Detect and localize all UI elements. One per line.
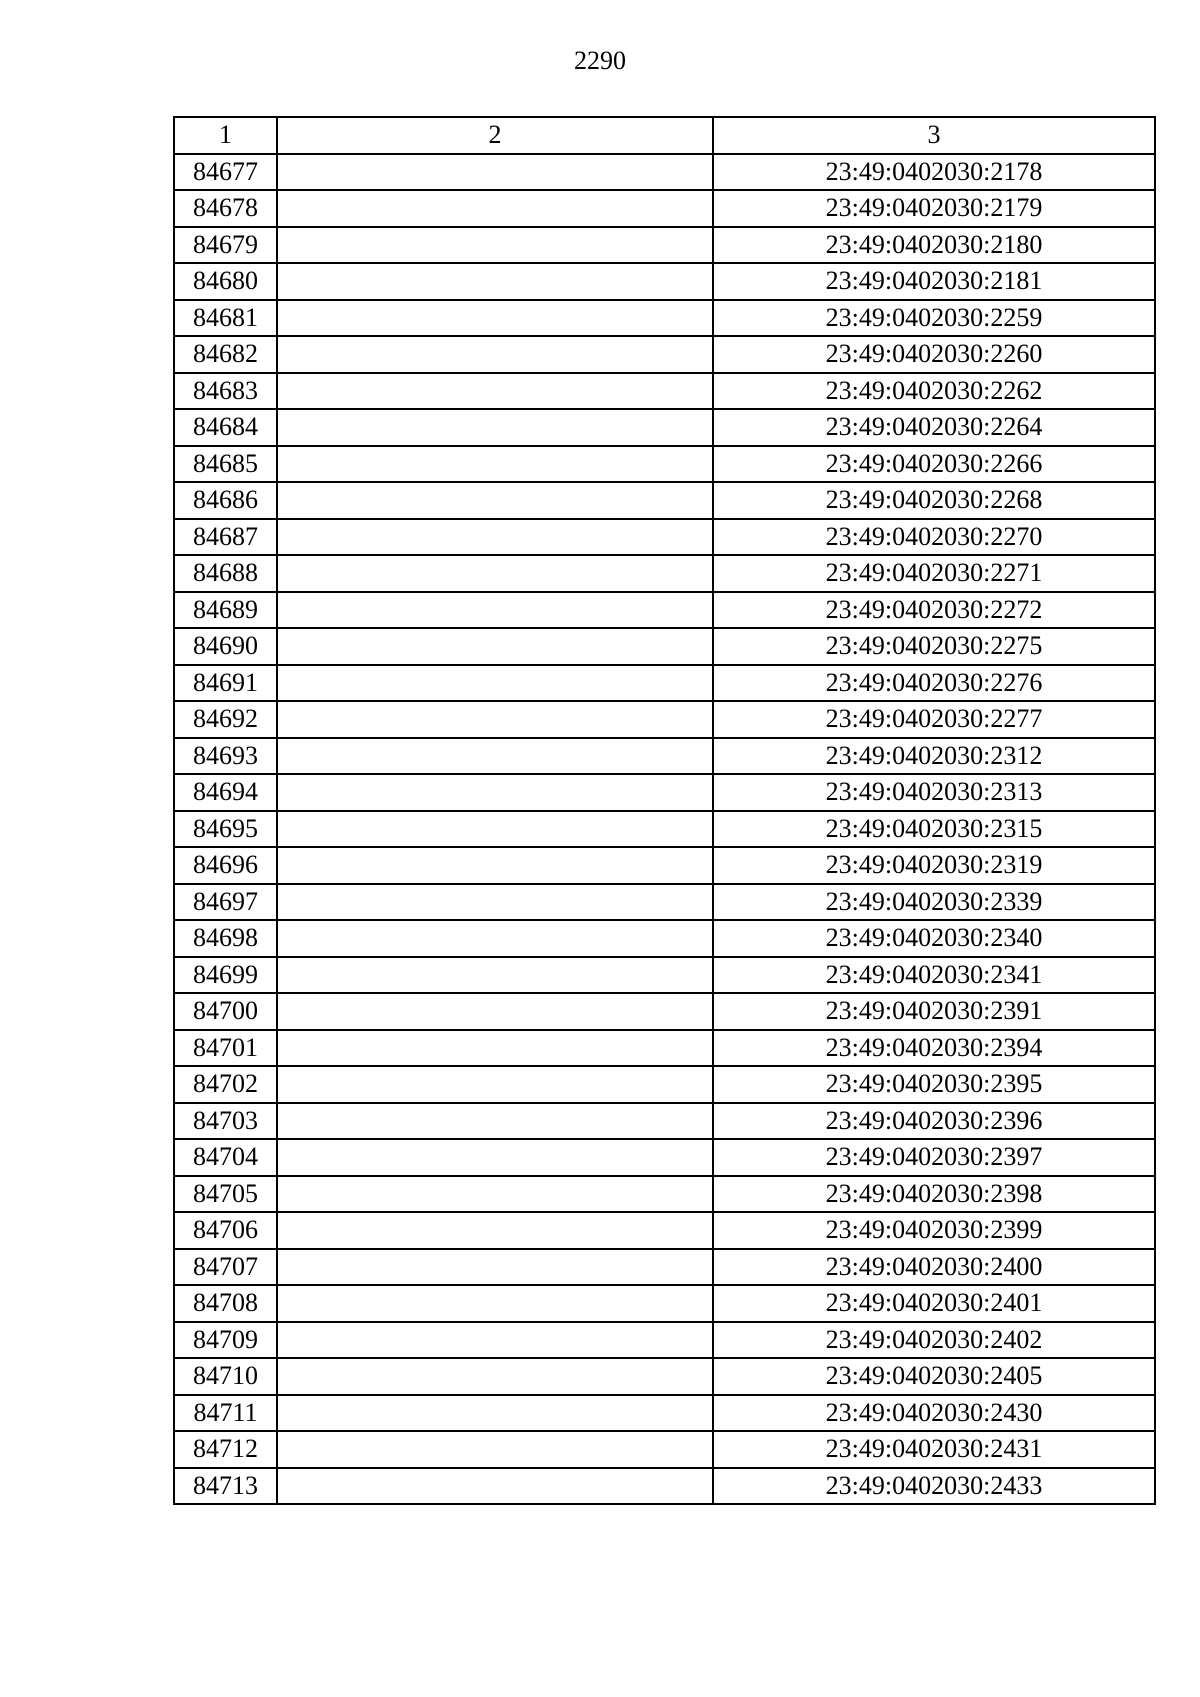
row-cadastral-code-cell: 23:49:0402030:2313 xyxy=(713,774,1155,811)
row-number-cell: 84692 xyxy=(174,701,277,738)
row-description-cell xyxy=(277,738,713,775)
row-number-cell: 84685 xyxy=(174,446,277,483)
row-cadastral-code-cell: 23:49:0402030:2396 xyxy=(713,1103,1155,1140)
row-description-cell xyxy=(277,1103,713,1140)
row-cadastral-code-cell: 23:49:0402030:2339 xyxy=(713,884,1155,921)
row-description-cell xyxy=(277,555,713,592)
row-cadastral-code-cell: 23:49:0402030:2431 xyxy=(713,1431,1155,1468)
row-number-cell: 84701 xyxy=(174,1030,277,1067)
row-number-cell: 84677 xyxy=(174,154,277,191)
row-number-cell: 84694 xyxy=(174,774,277,811)
row-cadastral-code-cell: 23:49:0402030:2395 xyxy=(713,1066,1155,1103)
table-row xyxy=(174,1468,1155,1505)
table-row xyxy=(174,774,1155,811)
table-row xyxy=(174,738,1155,775)
row-number-cell: 84713 xyxy=(174,1468,277,1505)
row-description-cell xyxy=(277,1176,713,1213)
table-row xyxy=(174,555,1155,592)
table-row xyxy=(174,592,1155,629)
table-row xyxy=(174,957,1155,994)
row-cadastral-code-cell: 23:49:0402030:2315 xyxy=(713,811,1155,848)
row-description-cell xyxy=(277,884,713,921)
row-description-cell xyxy=(277,154,713,191)
row-number-cell: 84693 xyxy=(174,738,277,775)
row-description-cell xyxy=(277,774,713,811)
row-description-cell xyxy=(277,409,713,446)
registry-table xyxy=(173,116,1156,1505)
row-cadastral-code-cell: 23:49:0402030:2402 xyxy=(713,1322,1155,1359)
row-number-cell: 84711 xyxy=(174,1395,277,1432)
row-cadastral-code-cell: 23:49:0402030:2391 xyxy=(713,993,1155,1030)
row-cadastral-code-cell: 23:49:0402030:2181 xyxy=(713,263,1155,300)
row-number-cell: 84681 xyxy=(174,300,277,337)
table-header-row xyxy=(174,117,1155,154)
row-cadastral-code-cell: 23:49:0402030:2270 xyxy=(713,519,1155,556)
row-description-cell xyxy=(277,373,713,410)
table-row xyxy=(174,227,1155,264)
row-number-cell: 84712 xyxy=(174,1431,277,1468)
table-row xyxy=(174,373,1155,410)
row-description-cell xyxy=(277,190,713,227)
row-number-cell: 84710 xyxy=(174,1358,277,1395)
row-description-cell xyxy=(277,628,713,665)
row-number-cell: 84688 xyxy=(174,555,277,592)
table-row xyxy=(174,409,1155,446)
row-number-cell: 84700 xyxy=(174,993,277,1030)
row-number-cell: 84702 xyxy=(174,1066,277,1103)
row-description-cell xyxy=(277,300,713,337)
row-description-cell xyxy=(277,1468,713,1505)
row-number-cell: 84687 xyxy=(174,519,277,556)
row-number-cell: 84686 xyxy=(174,482,277,519)
row-number-cell: 84690 xyxy=(174,628,277,665)
row-cadastral-code-cell: 23:49:0402030:2398 xyxy=(713,1176,1155,1213)
row-description-cell xyxy=(277,1030,713,1067)
table-row xyxy=(174,1358,1155,1395)
table-row xyxy=(174,811,1155,848)
row-description-cell xyxy=(277,519,713,556)
row-number-cell: 84706 xyxy=(174,1212,277,1249)
row-cadastral-code-cell: 23:49:0402030:2319 xyxy=(713,847,1155,884)
table-row xyxy=(174,1139,1155,1176)
table-row xyxy=(174,884,1155,921)
row-description-cell xyxy=(277,1249,713,1286)
row-cadastral-code-cell: 23:49:0402030:2178 xyxy=(713,154,1155,191)
table-row xyxy=(174,154,1155,191)
row-description-cell xyxy=(277,1358,713,1395)
row-description-cell xyxy=(277,1395,713,1432)
row-cadastral-code-cell: 23:49:0402030:2394 xyxy=(713,1030,1155,1067)
row-cadastral-code-cell: 23:49:0402030:2400 xyxy=(713,1249,1155,1286)
table-row xyxy=(174,1176,1155,1213)
row-number-cell: 84708 xyxy=(174,1285,277,1322)
table-body xyxy=(174,154,1155,1505)
column-header-3: 3 xyxy=(713,117,1155,154)
row-number-cell: 84696 xyxy=(174,847,277,884)
table-row xyxy=(174,1322,1155,1359)
row-description-cell xyxy=(277,1285,713,1322)
table-row xyxy=(174,1030,1155,1067)
row-description-cell xyxy=(277,993,713,1030)
row-number-cell: 84682 xyxy=(174,336,277,373)
row-cadastral-code-cell: 23:49:0402030:2399 xyxy=(713,1212,1155,1249)
row-cadastral-code-cell: 23:49:0402030:2277 xyxy=(713,701,1155,738)
row-number-cell: 84703 xyxy=(174,1103,277,1140)
table-row xyxy=(174,519,1155,556)
table-row xyxy=(174,446,1155,483)
row-number-cell: 84705 xyxy=(174,1176,277,1213)
table-row xyxy=(174,1285,1155,1322)
row-cadastral-code-cell: 23:49:0402030:2433 xyxy=(713,1468,1155,1505)
row-cadastral-code-cell: 23:49:0402030:2341 xyxy=(713,957,1155,994)
table-row xyxy=(174,1103,1155,1140)
row-cadastral-code-cell: 23:49:0402030:2430 xyxy=(713,1395,1155,1432)
table-row xyxy=(174,847,1155,884)
table-row xyxy=(174,482,1155,519)
row-number-cell: 84679 xyxy=(174,227,277,264)
row-cadastral-code-cell: 23:49:0402030:2275 xyxy=(713,628,1155,665)
row-cadastral-code-cell: 23:49:0402030:2272 xyxy=(713,592,1155,629)
row-cadastral-code-cell: 23:49:0402030:2397 xyxy=(713,1139,1155,1176)
row-description-cell xyxy=(277,227,713,264)
row-number-cell: 84699 xyxy=(174,957,277,994)
table-row xyxy=(174,665,1155,702)
table-row xyxy=(174,190,1155,227)
row-description-cell xyxy=(277,920,713,957)
row-description-cell xyxy=(277,665,713,702)
row-cadastral-code-cell: 23:49:0402030:2262 xyxy=(713,373,1155,410)
row-cadastral-code-cell: 23:49:0402030:2405 xyxy=(713,1358,1155,1395)
row-cadastral-code-cell: 23:49:0402030:2266 xyxy=(713,446,1155,483)
table-row xyxy=(174,993,1155,1030)
row-number-cell: 84697 xyxy=(174,884,277,921)
row-description-cell xyxy=(277,446,713,483)
table-row xyxy=(174,1212,1155,1249)
table-row xyxy=(174,1066,1155,1103)
row-number-cell: 84695 xyxy=(174,811,277,848)
table-row xyxy=(174,628,1155,665)
row-description-cell xyxy=(277,957,713,994)
row-description-cell xyxy=(277,1212,713,1249)
row-description-cell xyxy=(277,701,713,738)
row-cadastral-code-cell: 23:49:0402030:2268 xyxy=(713,482,1155,519)
table-row xyxy=(174,300,1155,337)
row-number-cell: 84709 xyxy=(174,1322,277,1359)
row-description-cell xyxy=(277,847,713,884)
row-number-cell: 84683 xyxy=(174,373,277,410)
page-number: 2290 xyxy=(574,46,626,75)
row-cadastral-code-cell: 23:49:0402030:2259 xyxy=(713,300,1155,337)
row-cadastral-code-cell: 23:49:0402030:2179 xyxy=(713,190,1155,227)
table-row xyxy=(174,336,1155,373)
table-row xyxy=(174,1395,1155,1432)
row-number-cell: 84698 xyxy=(174,920,277,957)
row-number-cell: 84684 xyxy=(174,409,277,446)
table-row xyxy=(174,1249,1155,1286)
row-description-cell xyxy=(277,592,713,629)
row-cadastral-code-cell: 23:49:0402030:2264 xyxy=(713,409,1155,446)
row-description-cell xyxy=(277,1066,713,1103)
row-cadastral-code-cell: 23:49:0402030:2180 xyxy=(713,227,1155,264)
row-description-cell xyxy=(277,482,713,519)
row-cadastral-code-cell: 23:49:0402030:2260 xyxy=(713,336,1155,373)
row-number-cell: 84678 xyxy=(174,190,277,227)
table-row xyxy=(174,1431,1155,1468)
row-number-cell: 84707 xyxy=(174,1249,277,1286)
row-cadastral-code-cell: 23:49:0402030:2401 xyxy=(713,1285,1155,1322)
row-description-cell xyxy=(277,1139,713,1176)
table-row xyxy=(174,701,1155,738)
row-number-cell: 84691 xyxy=(174,665,277,702)
row-description-cell xyxy=(277,1431,713,1468)
row-number-cell: 84689 xyxy=(174,592,277,629)
row-description-cell xyxy=(277,263,713,300)
row-cadastral-code-cell: 23:49:0402030:2312 xyxy=(713,738,1155,775)
row-number-cell: 84704 xyxy=(174,1139,277,1176)
row-cadastral-code-cell: 23:49:0402030:2276 xyxy=(713,665,1155,702)
column-header-2: 2 xyxy=(277,117,713,154)
row-cadastral-code-cell: 23:49:0402030:2340 xyxy=(713,920,1155,957)
row-cadastral-code-cell: 23:49:0402030:2271 xyxy=(713,555,1155,592)
row-description-cell xyxy=(277,336,713,373)
row-number-cell: 84680 xyxy=(174,263,277,300)
column-header-1: 1 xyxy=(174,117,277,154)
row-description-cell xyxy=(277,1322,713,1359)
table-row xyxy=(174,920,1155,957)
table-row xyxy=(174,263,1155,300)
row-description-cell xyxy=(277,811,713,848)
